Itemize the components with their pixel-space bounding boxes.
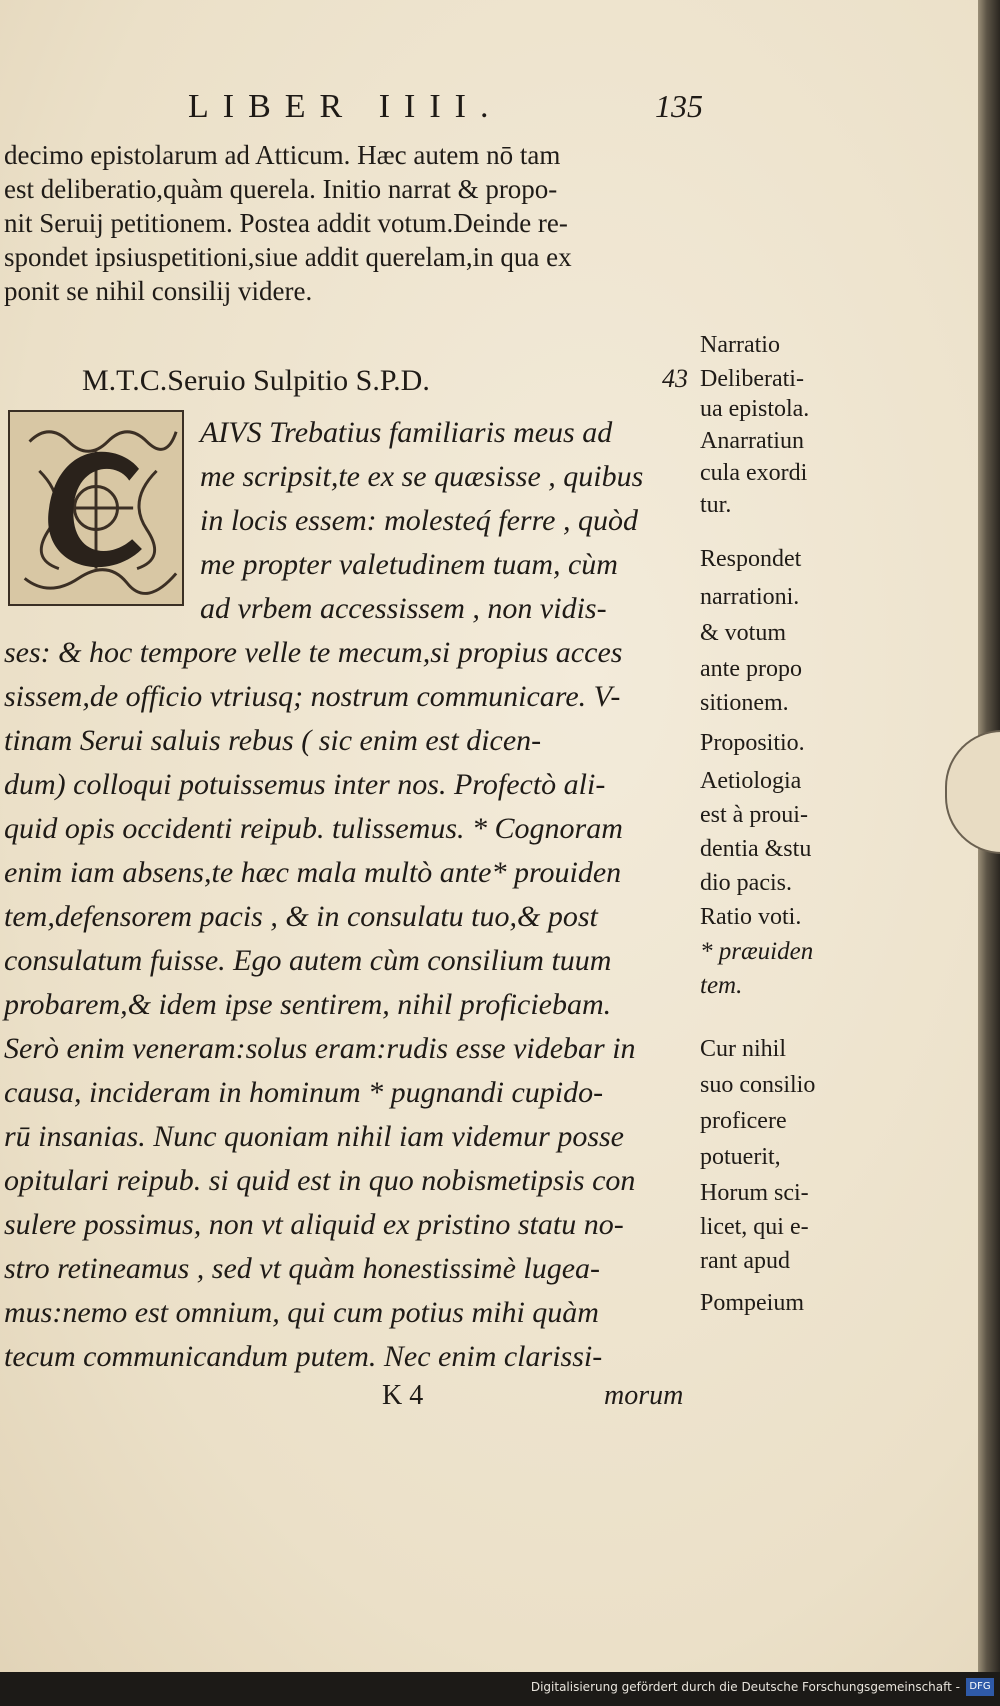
intro-line: spondet ipsiuspetitioni,siue addit querelam,in qua ex xyxy=(4,242,572,272)
body-line: tinam Serui saluis rebus ( sic enim est dicen- xyxy=(4,724,542,757)
margin-note: Propositio. xyxy=(700,730,805,756)
margin-note: Narratio xyxy=(700,332,780,358)
catchword: morum xyxy=(604,1380,684,1411)
body-line: sissem,de officio vtriusq; nostrum communicare. V- xyxy=(4,680,621,713)
margin-note: potuerit, xyxy=(700,1144,781,1170)
margin-note: & votum xyxy=(700,620,787,646)
margin-note: Deliberati- xyxy=(700,366,804,392)
body-line: rū insanias. Nunc quoniam nihil iam videmur posse xyxy=(4,1120,624,1153)
margin-note: Horum sci- xyxy=(700,1180,809,1206)
margin-note: sitionem. xyxy=(700,690,789,716)
intro-line: decimo epistolarum ad Atticum. Hæc autem nō tam xyxy=(4,140,561,170)
margin-note: dio pacis. xyxy=(700,870,792,896)
intro-line: nit Seruij petitionem. Postea addit votum.Deinde re- xyxy=(4,208,568,238)
body-line: opitulari reipub. si quid est in quo nobismetipsis con xyxy=(4,1164,636,1197)
intro-line: ponit se nihil consilij videre. xyxy=(4,276,313,306)
margin-note: * præuiden xyxy=(700,938,814,965)
body-line: me propter valetudinem tuam, cùm xyxy=(200,548,618,581)
margin-note: suo consilio xyxy=(700,1072,816,1098)
signature-mark: K 4 xyxy=(382,1380,424,1411)
body-line: sulere possimus, non vt aliquid ex pristino statu no- xyxy=(4,1208,624,1241)
body-line: in locis essem: molesteq́ ferre , quòd xyxy=(200,504,638,537)
margin-note: tur. xyxy=(700,492,732,518)
margin-note: Anarratiun xyxy=(700,428,804,454)
margin-note: cula exordi xyxy=(700,460,808,486)
margin-note: Ratio voti. xyxy=(700,904,802,930)
letter-number: 43 xyxy=(662,364,688,393)
body-line: causa, incideram in hominum * pugnandi cupido- xyxy=(4,1076,604,1109)
footer-credit: Digitalisierung gefördert durch die Deutsche Forschungsgemeinschaft - xyxy=(530,1680,960,1694)
body-line: tem,defensorem pacis , & in consulatu tuo,& post xyxy=(4,900,598,933)
body-line: quid opis occidenti reipub. tulissemus. * Cognoram xyxy=(4,812,623,845)
body-line: probarem,& idem ipse sentirem, nihil proficiebam. xyxy=(4,988,612,1021)
body-line: dum) colloqui potuissemus inter nos. Profectò ali- xyxy=(4,768,606,801)
letter-title: M.T.C.Seruio Sulpitio S.P.D. xyxy=(82,364,430,397)
margin-note: proficere xyxy=(700,1108,787,1134)
margin-note: Cur nihil xyxy=(700,1036,787,1062)
margin-note: narrationi. xyxy=(700,584,800,610)
body-line: ses: & hoc tempore velle te mecum,si propius acces xyxy=(4,636,623,669)
margin-note: est à proui- xyxy=(700,802,808,828)
body-line: me scripsit,te ex se quæsisse , quibus xyxy=(200,460,644,493)
body-line: enim iam absens,te hæc mala multò ante* prouiden xyxy=(4,856,622,889)
margin-note: dentia &stu xyxy=(700,836,812,862)
footer-bar xyxy=(0,1672,1000,1706)
margin-note: tem. xyxy=(700,972,743,999)
body-line: Serò enim veneram:solus eram:rudis esse videbar in xyxy=(4,1032,636,1065)
margin-note: Pompeium xyxy=(700,1290,805,1316)
dfg-logo: DFG xyxy=(966,1678,994,1696)
intro-line: est deliberatio,quàm querela. Initio narrat & propo- xyxy=(4,174,558,204)
margin-note: Aetiologia xyxy=(700,768,802,794)
page-number: 135 xyxy=(655,88,703,124)
body-line: consulatum fuisse. Ego autem cùm consilium tuum xyxy=(4,944,612,977)
margin-note: rant apud xyxy=(700,1248,790,1274)
running-head: LIBER IIII. xyxy=(188,88,503,125)
decorated-initial-c xyxy=(8,410,184,606)
ornament-initial-icon xyxy=(10,412,182,604)
margin-note: Respondet xyxy=(700,546,802,572)
body-line: AIVS Trebatius familiaris meus ad xyxy=(200,416,613,449)
margin-note: ante propo xyxy=(700,656,802,682)
body-line: stro retineamus , sed vt quàm honestissimè lugea- xyxy=(4,1252,601,1285)
margin-note: ua epistola. xyxy=(700,396,810,422)
margin-note: licet, qui e- xyxy=(700,1214,809,1240)
page-header xyxy=(0,88,978,138)
body-line: tecum communicandum putem. Nec enim clarissi- xyxy=(4,1340,603,1373)
body-line: ad vrbem accessissem , non vidis- xyxy=(200,592,607,625)
body-line: mus:nemo est omnium, qui cum potius mihi quàm xyxy=(4,1296,599,1329)
